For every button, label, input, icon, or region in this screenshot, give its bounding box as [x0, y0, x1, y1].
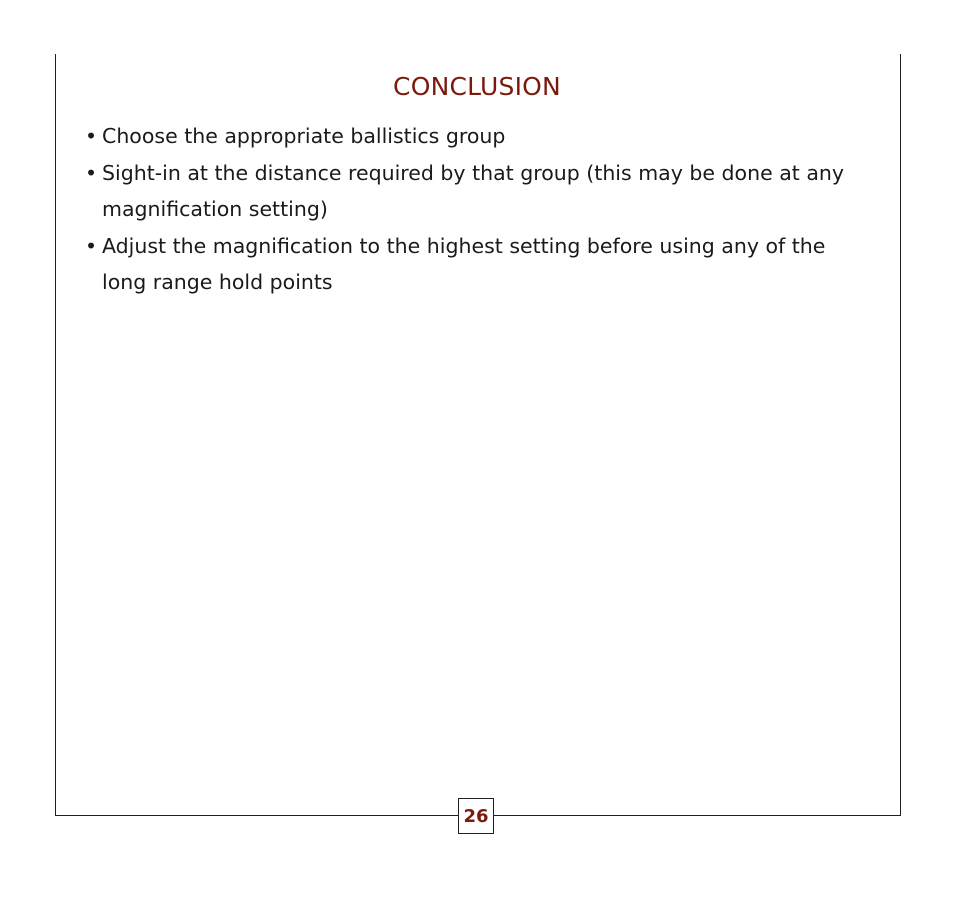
list-item — [85, 155, 875, 227]
page-number: 26 — [458, 798, 494, 834]
bullet-marker: • — [85, 161, 98, 185]
list-item-text: Choose the appropriate ballistics group — [102, 124, 506, 148]
list-item-text: Sight-in at the distance required by that group (this may be done at any magnification setting) — [102, 161, 845, 221]
list-item — [85, 228, 875, 300]
bullet-marker: • — [85, 234, 98, 258]
conclusion-list — [85, 118, 875, 301]
section-heading: CONCLUSION — [393, 72, 561, 101]
bullet-marker: • — [85, 124, 98, 148]
list-item — [85, 118, 875, 154]
list-item-text: Adjust the magnification to the highest setting before using any of the long range hold points — [102, 234, 826, 294]
